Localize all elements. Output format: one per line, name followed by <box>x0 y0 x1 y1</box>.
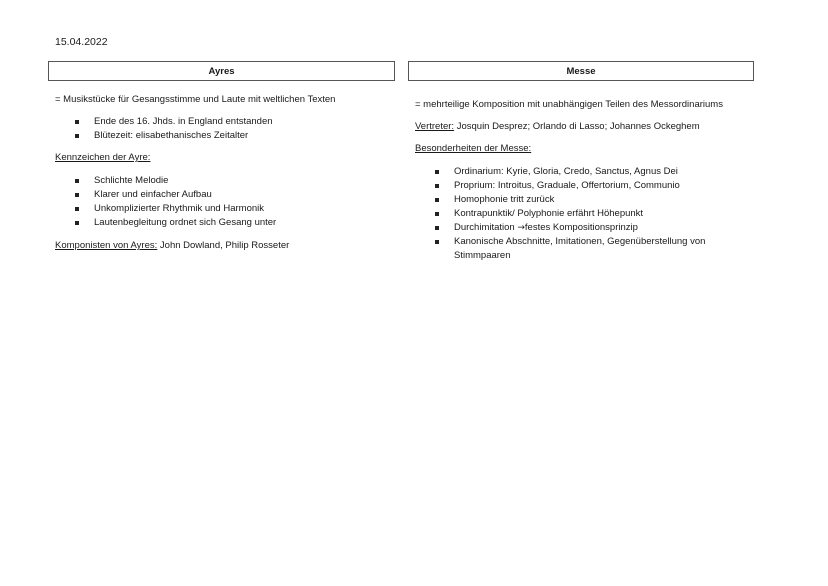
ayres-composers-value: John Dowland, Philip Rosseter <box>157 240 290 251</box>
right-arrow-icon: → <box>517 223 525 233</box>
document-date: 15.04.2022 <box>55 36 108 48</box>
ayres-definition: = Musikstücke für Gesangsstimme und Laute mit weltlichen Texten <box>55 94 336 105</box>
ayres-facts-list <box>55 115 395 143</box>
messe-representatives <box>415 120 755 134</box>
messe-heading-box <box>408 61 754 81</box>
list-item: Ordinarium: Kyrie, Gloria, Credo, Sanctus, Agnus Dei <box>415 165 755 179</box>
list-item <box>415 221 755 235</box>
ayres-composers-label: Komponisten von Ayres: <box>55 240 158 251</box>
list-item: Kanonische Abschnitte, Imitationen, Gegenüberstellung von Stimmpaaren <box>415 235 755 263</box>
messe-features-heading: Besonderheiten der Messe: <box>415 143 532 154</box>
kompositionsprinzip-text: festes Kompositionsprinzip <box>524 222 638 233</box>
list-item: Ende des 16. Jhds. in England entstanden <box>55 115 395 129</box>
list-item: Schlichte Melodie <box>55 174 395 188</box>
ayres-composers <box>55 239 395 253</box>
ayres-column <box>55 93 395 253</box>
list-item: Proprium: Introitus, Graduale, Offertorium, Communio <box>415 179 755 193</box>
messe-representatives-label: Vertreter: <box>415 121 455 132</box>
ayres-heading-box <box>48 61 395 81</box>
messe-column <box>415 98 755 263</box>
list-item: Klarer und einfacher Aufbau <box>55 188 395 202</box>
messe-features-list <box>415 165 755 263</box>
durchimitation-text: Durchimitation <box>454 222 518 233</box>
list-item: Unkomplizierter Rhythmik und Harmonik <box>55 202 395 216</box>
messe-representatives-value: Josquin Desprez; Orlando di Lasso; Johannes Ockeghem <box>454 121 700 132</box>
list-item: Blütezeit: elisabethanisches Zeitalter <box>55 129 395 143</box>
list-item: Homophonie tritt zurück <box>415 193 755 207</box>
list-item: Kontrapunktik/ Polyphonie erfährt Höhepunkt <box>415 207 755 221</box>
ayres-features-heading: Kennzeichen der Ayre: <box>55 152 151 163</box>
ayres-features-list <box>55 174 395 230</box>
messe-heading: Messe <box>566 65 596 77</box>
messe-definition: = mehrteilige Komposition mit unabhängigen Teilen des Messordinariums <box>415 99 723 110</box>
ayres-heading: Ayres <box>208 65 235 77</box>
list-item: Lautenbegleitung ordnet sich Gesang unter <box>55 216 395 230</box>
